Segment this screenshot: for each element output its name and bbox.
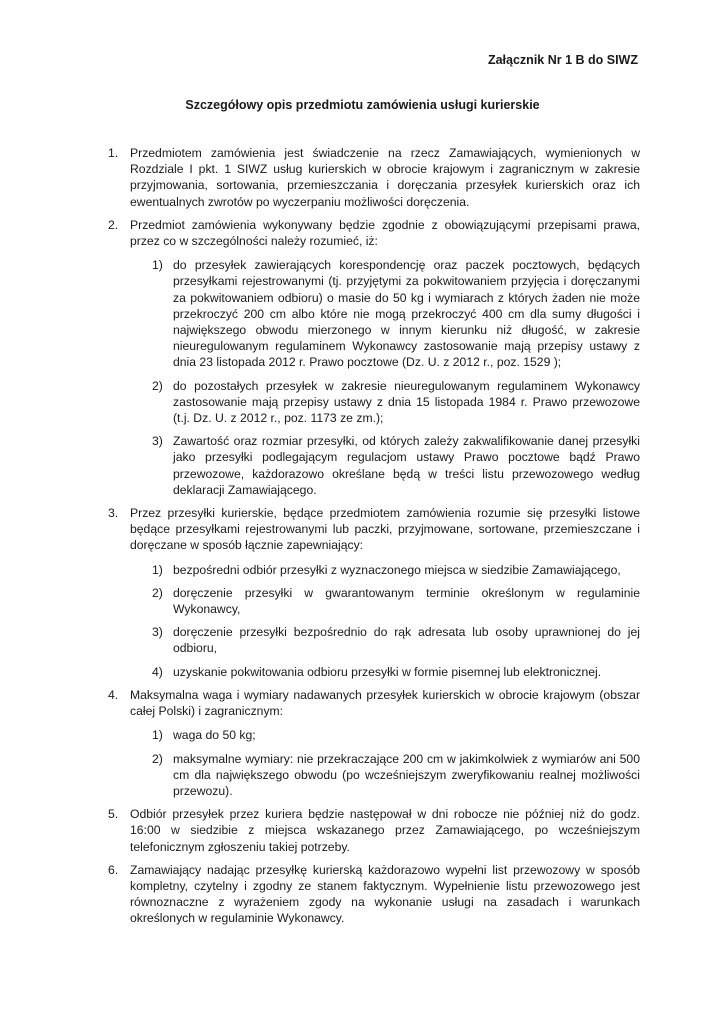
sublist-text: waga do 50 kg; (173, 728, 256, 743)
item-number: 4. (108, 687, 119, 702)
sublist-item (100, 664, 640, 680)
sublist-item (100, 624, 640, 656)
item-number: 6. (108, 862, 119, 877)
sublist-text: doręczenie przesyłki bezpośrednio do rąk adresata lub osoby uprawnionej do jej odbioru, (173, 625, 640, 656)
item-number: 2. (108, 217, 119, 232)
sublist-number: 4) (152, 664, 163, 679)
sublist-number: 3) (152, 434, 163, 449)
document-title: Szczegółowy opis przedmiotu zamówienia usługi kurierskie (185, 98, 540, 112)
item-text: Maksymalna waga i wymiary nadawanych przesyłek kurierskich w obrocie krajowym (obszar całej Polski) i zagranicznym: (130, 687, 640, 719)
item-text: Przedmiotem zamówienia jest świadczenie na rzecz Zamawiających, wymienionych w Rozdziale I pkt. 1 SIWZ usług kurierskich w obrocie krajowym i zagranicznym w zakresie przyjmowania, sortowania, przemieszczania i doręczania przesyłek kurierskich oraz ich ewentualnych zwrotów po wyczerpaniu możliwości doręczenia. (130, 146, 640, 209)
sublist-number: 1) (152, 258, 163, 273)
sublist-text: do przesyłek zawierających korespondencję oraz paczek pocztowych, będących przesyłkami rejestrowanymi (tj. przyjętymi za pokwitowaniem przyjęcia i doręczanymi za pokwitowaniem odbioru) o masie do 50 kg i wymiarach z których żaden nie może przekroczyć 200 cm albo które nie mogą przekroczyć 400 cm dla sumy długości i największego obwodu mierzonego w innym kierunku niż długość, w zakresie nieuregulowanym regulaminem Wykonawcy zastosowanie mają przepisy ustawy z dnia 23 listopada 2012 r. Prawo pocztowe (Dz. U. z 2012 r., poz. 1529 ); (173, 258, 640, 370)
list-item-6 (100, 862, 640, 927)
sublist-item (100, 378, 640, 427)
sublist-3 (100, 562, 640, 680)
list-item-1 (100, 145, 640, 210)
sublist-text: Zawartość oraz rozmiar przesyłki, od których zależy zakwalifikowanie danej przesyłki jako przesyłki podlegającym regulacjom ustawy Prawo pocztowe bądź Prawo przewozowe, każdorazowo określane będą w treści listu przewozowego według deklaracji Zamawiającego. (173, 434, 640, 497)
sublist-item (100, 751, 640, 800)
item-text: Zamawiający nadając przesyłkę kurierską każdorazowo wypełni list przewozowy w sposób kompletny, czytelny i zgodny ze stanem faktycznym. Wypełnienie listu przewozowego jest równoznaczne z wyrażeniem zgody na wykonanie usługi na zasadach i warunkach określonych w regulaminie Wykonawcy. (130, 862, 640, 926)
item-text: Przedmiot zamówienia wykonywany będzie zgodnie z obowiązującymi przepisami prawa, przez co w szczególności należy rozumieć, iż: (130, 217, 640, 249)
sublist-item (100, 562, 640, 578)
sublist-item (100, 727, 640, 743)
sublist-number: 2) (152, 751, 163, 766)
list-item-3 (100, 505, 640, 554)
sublist-text: maksymalne wymiary: nie przekraczające 200 cm w jakimkolwiek z wymiarów ani 500 cm dla największego obwodu (po wcześniejszym zweryfikowaniu realnej możliwości przewozu). (173, 751, 640, 798)
sublist-4 (100, 727, 640, 799)
list-item-5 (100, 806, 640, 855)
sublist-item (100, 585, 640, 617)
sublist-number: 2) (152, 378, 163, 393)
sublist-text: uzyskanie pokwitowania odbioru przesyłki w formie pisemnej lub elektronicznej. (173, 664, 602, 679)
sublist-2 (100, 257, 640, 498)
sublist-item (100, 257, 640, 370)
sublist-item (100, 433, 640, 498)
annex-label: Załącznik Nr 1 B do SIWZ (487, 53, 638, 67)
sublist-number: 1) (152, 562, 163, 577)
item-number: 1. (108, 146, 119, 160)
sublist-text: doręczenie przesyłki w gwarantowanym terminie określonym w regulaminie Wykonawcy, (173, 585, 640, 617)
list-item-4 (100, 687, 640, 719)
item-text: Odbiór przesyłek przez kuriera będzie następował w dni robocze nie później niż do godz. 16:00 w siedzibie z miejsca wskazanego przez Zamawiającego, po wcześniejszym telefonicznym zgłoszeniu takiej potrzeby. (130, 807, 640, 854)
item-number: 3. (108, 506, 119, 521)
sublist-text: bezpośredni odbiór przesyłki z wyznaczonego miejsca w siedzibie Zamawiającego, (173, 562, 621, 577)
list-item-2 (100, 217, 640, 249)
item-number: 5. (108, 807, 119, 822)
sublist-number: 1) (152, 728, 163, 743)
sublist-number: 2) (152, 585, 163, 600)
sublist-text: do pozostałych przesyłek w zakresie nieuregulowanym regulaminem Wykonawcy zastosowanie mają przepisy ustawy z dnia 15 listopada 1984 r. Prawo przewozowe (t.j. Dz. U. z 2012 r., poz. 1173 ze zm.); (173, 378, 640, 426)
item-text: Przez przesyłki kurierskie, będące przedmiotem zamówienia rozumie się przesyłki listowe będące przesyłkami rejestrowanymi lub paczki, przyjmowane, sortowane, przemieszczane i doręczane w sposób łącznie zapewniający: (130, 506, 640, 553)
content (100, 145, 640, 934)
sublist-number: 3) (152, 625, 163, 640)
